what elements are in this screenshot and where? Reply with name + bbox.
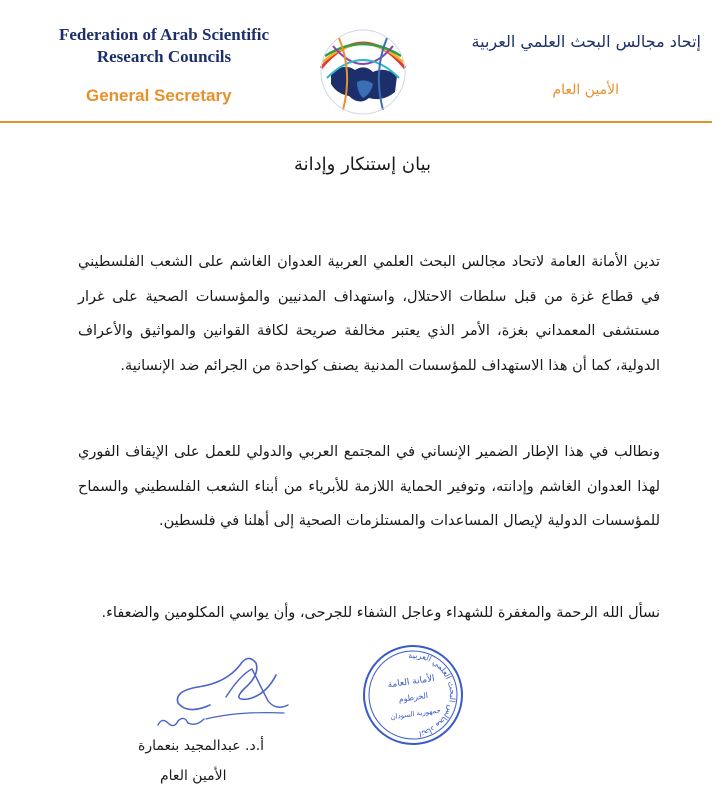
stamp-line-city: الخرطوم — [398, 690, 429, 704]
paragraph-condemnation: تدين الأمانة العامة لاتحاد مجالس البحث العلمي العربية العدوان الغاشم على الشعب الفلسطيني في قطاع غزة من قبل سلطات الاحتلال، واستهداف المدنيين والمؤسسات الصحية على غرار مستشفى المعمداني بغزة، الأمر الذي يعتبر مخالفة صريحة لكافة القوانين والمواثيق والأعراف الدولية، كما أن هذا الاستهداف للمؤسسات المدنية يصنف كواحدة من الجرائم ضد الإنسانية. — [78, 254, 660, 374]
paragraph-demand: ونطالب في هذا الإطار الضمير الإنساني في المجتمع العربي والدولي للعمل على الإيقاف الفوري لهذا العدوان الغاشم وإدانته، وتوفير الحماية اللازمة للأبرياء من أبناء الشعب الفلسطيني والسماح للمؤسسات الدولية لإيصال المساعدات والمستلزمات الصحية إلى أهلنا في فلسطين. — [78, 444, 660, 529]
document-title: بيان إستنكار وإدانة — [293, 154, 432, 175]
org-name-en: Federation of Arab Scientific Research Councils — [58, 25, 270, 66]
paragraph-prayer: نسأل الله الرحمة والمغفرة للشهداء وعاجل الشفاء للجرحى، وأن يواسي المكلومين والضعفاء. — [101, 605, 660, 621]
org-name-ar: إتحاد مجالس البحث العلمي العربية — [471, 32, 701, 51]
signatory-title: الأمين العام — [160, 768, 227, 784]
signatory-name: أ.د. عبدالمجيد بنعمارة — [138, 738, 265, 754]
stamp-line-country: جمهورية السودان — [389, 706, 442, 722]
federation-globe-logo-icon — [313, 22, 413, 118]
header-divider — [0, 121, 712, 123]
stamp-ring-text: اتحاد مجالس البحث العلمي العربية — [407, 650, 458, 739]
letterhead — [0, 0, 725, 122]
general-secretary-en: General Secretary — [86, 86, 232, 105]
handwritten-signature — [148, 645, 298, 735]
general-secretary-ar: الأمين العام — [552, 82, 619, 98]
stamp-line-secretariat: الأمانة العامة — [387, 673, 436, 691]
official-stamp — [358, 642, 468, 748]
